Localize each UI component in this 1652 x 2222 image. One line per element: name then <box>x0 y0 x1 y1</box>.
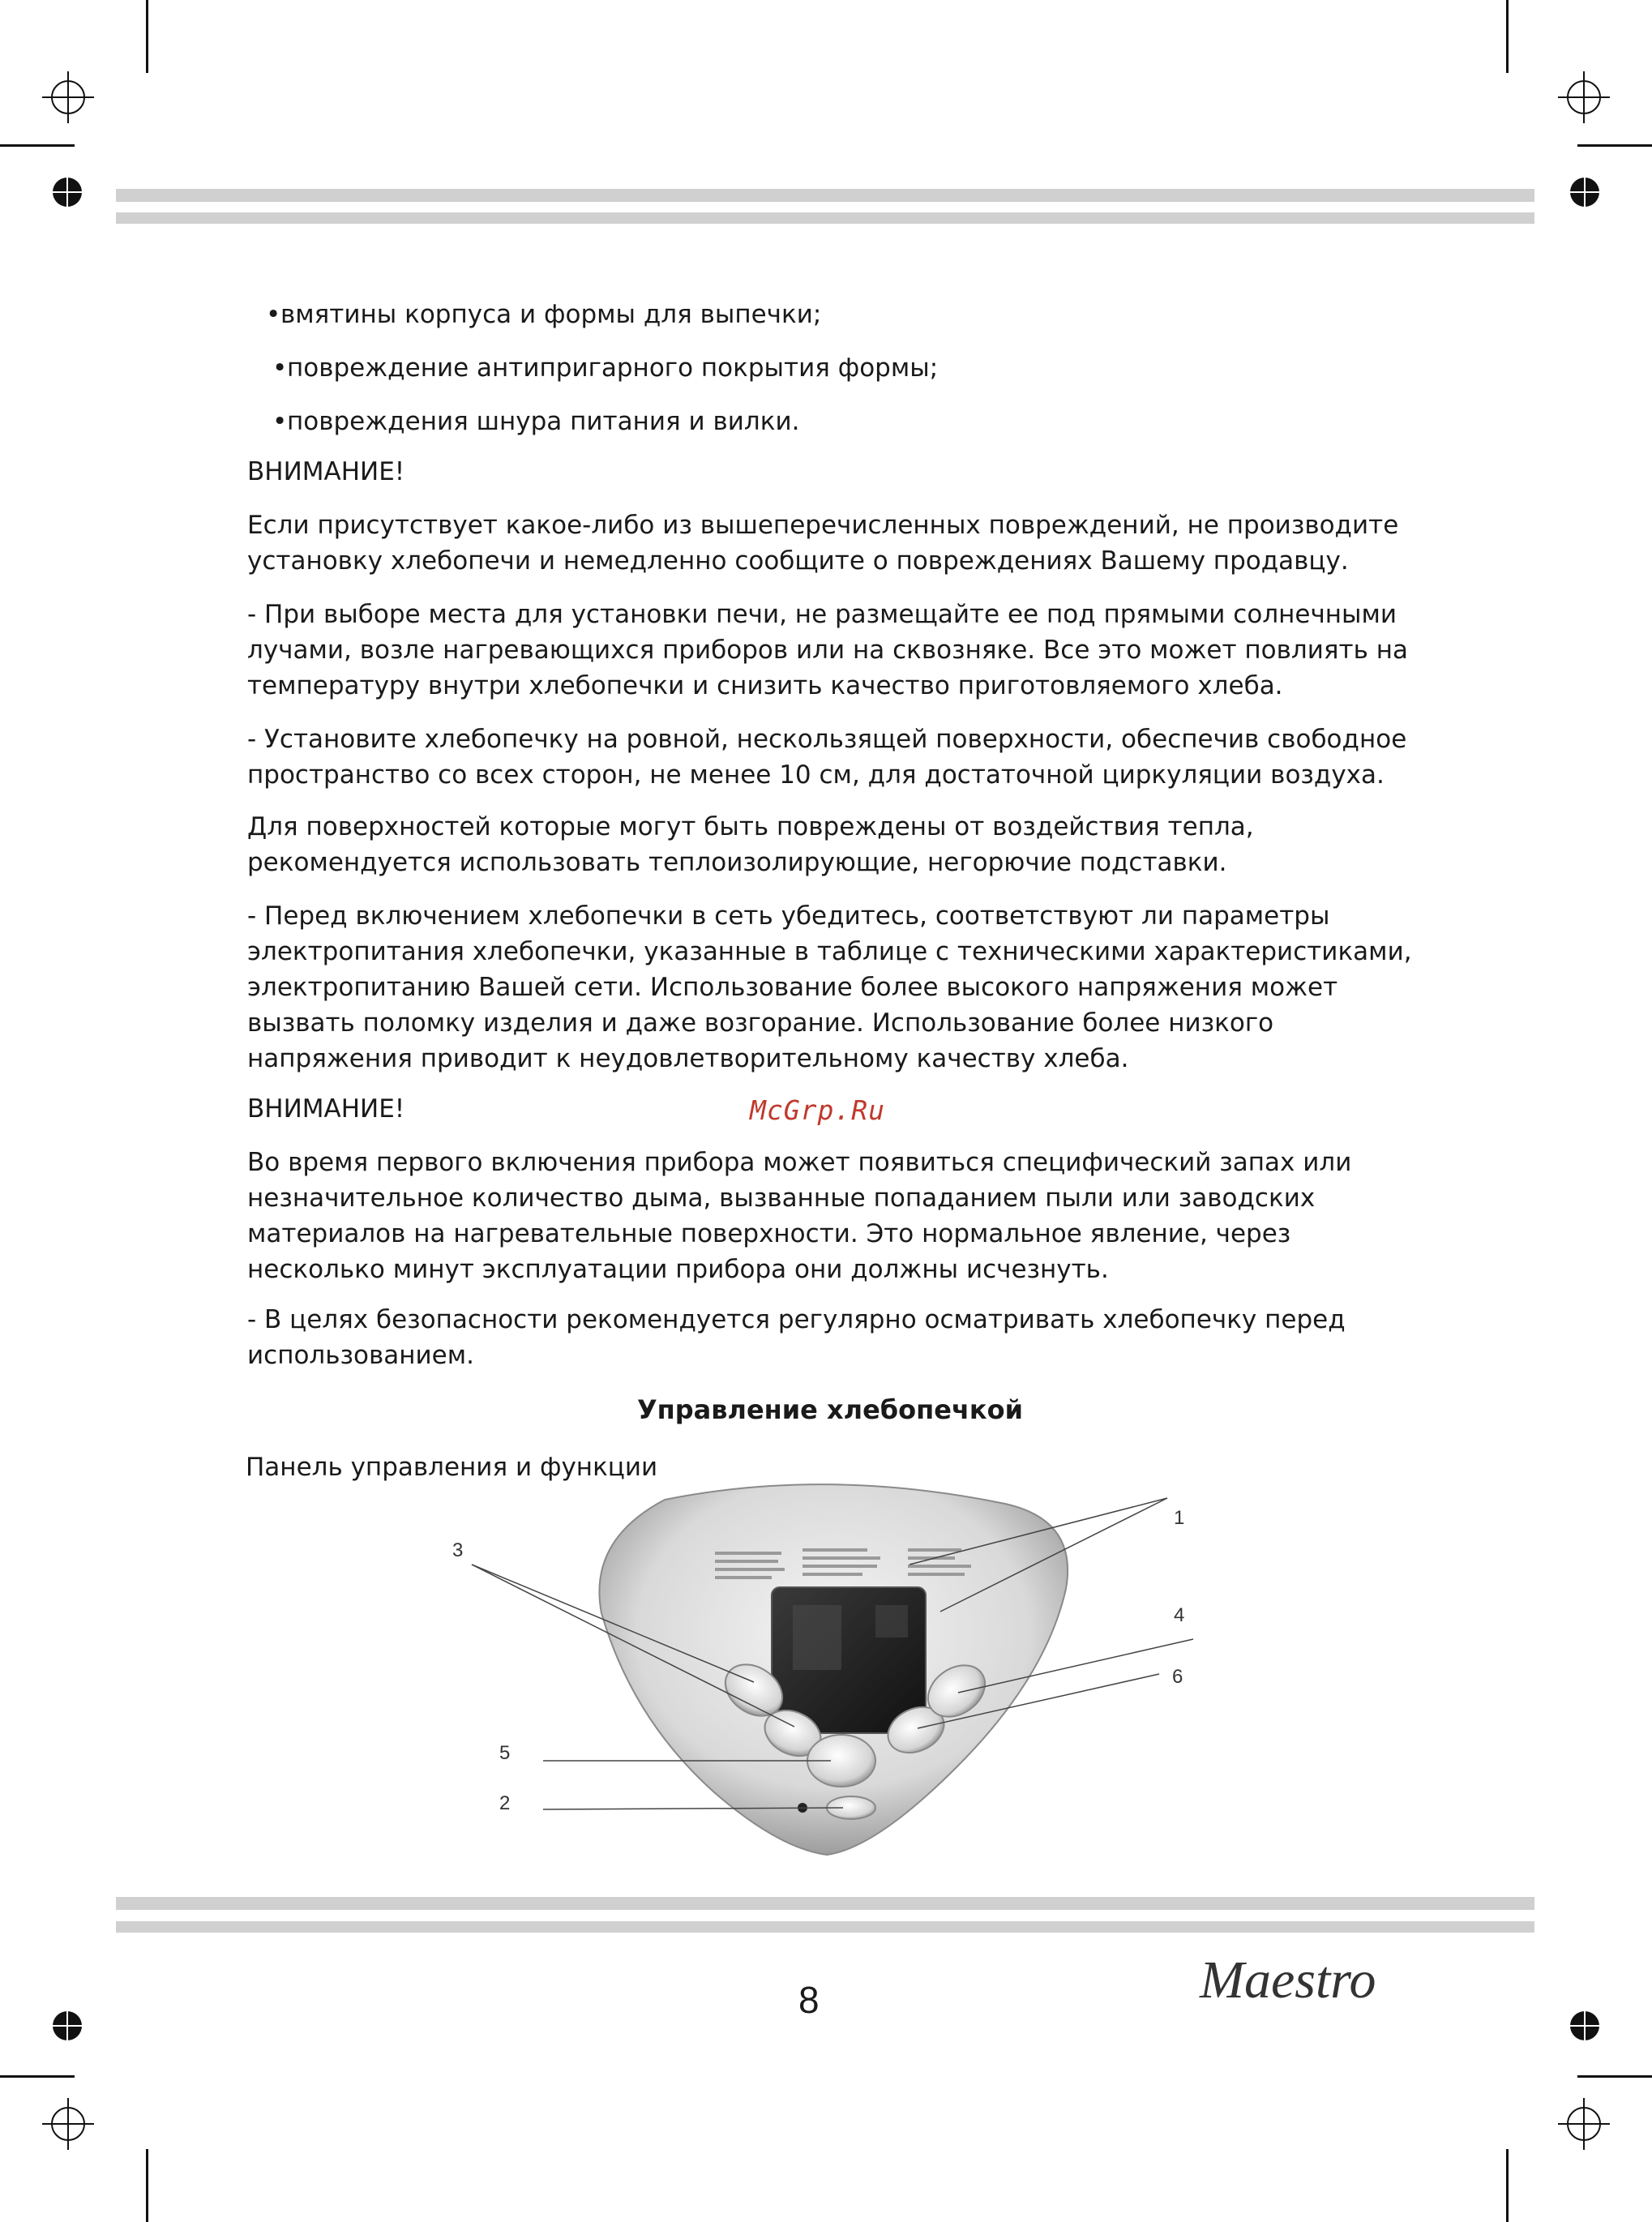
bullet-item <box>272 404 799 439</box>
attention-heading: ВНИМАНИЕ! <box>247 457 405 486</box>
watermark: McGrp.Ru <box>750 1094 885 1126</box>
registration-dot-icon <box>52 177 83 208</box>
callout-6: 6 <box>1172 1666 1183 1688</box>
callout-1: 1 <box>1174 1507 1185 1529</box>
registration-dot-icon <box>1569 177 1600 208</box>
registration-mark-icon <box>1558 2098 1610 2150</box>
callout-3: 3 <box>452 1539 464 1561</box>
header-band-top <box>116 189 1534 202</box>
footer-band-top <box>116 1897 1534 1910</box>
crop-mark-bottom-right-h <box>1577 2075 1652 2078</box>
crop-mark-top-right-h <box>1577 144 1652 147</box>
header-band-bottom <box>116 212 1534 224</box>
section-title: Управление хлебопечкой <box>636 1394 1024 1425</box>
paragraph-surface: - Установите хлебопечку на ровной, нескользящей поверхности, обеспечив свободное пространство со всех сторон, не менее 10 см, для достаточной циркуляции воздуха. <box>247 725 1407 790</box>
registration-mark-icon <box>1558 71 1610 123</box>
registration-dot-icon <box>1569 2010 1600 2041</box>
brand-logo: Maestro <box>1200 1950 1376 2010</box>
subsection-title: Панель управления и функции <box>246 1453 658 1482</box>
attention-heading: ВНИМАНИЕ! <box>247 1094 405 1124</box>
footer-band-bottom <box>116 1921 1534 1933</box>
crop-mark-top-left-h <box>0 144 75 147</box>
crop-mark-top-right <box>1506 0 1509 73</box>
bullet-icon: • <box>272 353 288 383</box>
paragraph-placement: - При выборе места для установки печи, не размещайте ее под прямыми солнечными лучами, возле нагревающихся приборов или на сквозняке. Все это может повлиять на температуру внутри хлебопечки и снизить качество приготовляемого хлеба. <box>247 600 1408 700</box>
paragraph-damage: Если присутствует какое-либо из вышеперечисленных повреждений, не производите установку хлебопечи и немедленно сообщите о повреждениях Вашему продавцу. <box>247 511 1399 576</box>
paragraph-power: - Перед включением хлебопечки в сеть убедитесь, соответствуют ли параметры электропитания хлебопечки, указанные в таблице с техническими характеристиками, электропитанию Вашей сети. Использование более высокого напряжения может вызвать поломку изделия и даже возгорание. Использование более низкого напряжения приводит к неудовлетворительному качеству хлеба. <box>247 901 1412 1073</box>
bullet-text: вмятины корпуса и формы для выпечки; <box>280 300 822 329</box>
page-number: 8 <box>798 1979 820 2021</box>
bullet-icon: • <box>272 407 288 436</box>
bullet-item <box>272 350 938 386</box>
bullet-item <box>266 297 821 332</box>
crop-mark-top-left <box>146 0 148 73</box>
crop-mark-bottom-left-h <box>0 2075 75 2078</box>
bullet-text: повреждения шнура питания и вилки. <box>287 407 800 436</box>
paragraph-heat-surface: Для поверхностей которые могут быть повреждены от воздействия тепла, рекомендуется использовать теплоизолирующие, негорючие подставки. <box>247 812 1254 877</box>
bullet-text: повреждение антипригарного покрытия формы; <box>287 353 939 383</box>
callout-2: 2 <box>499 1792 511 1814</box>
registration-mark-icon <box>42 2098 94 2150</box>
paragraph-first-use: Во время первого включения прибора может появиться специфический запах или незначительное количество дыма, вызванные попаданием пыли или заводских материалов на нагревательные поверхности. Это нормальное явление, через несколько минут эксплуатации прибора они должны исчезнуть. <box>247 1148 1352 1284</box>
paragraph-safety: - В целях безопасности рекомендуется регулярно осматривать хлебопечку перед использованием. <box>247 1305 1346 1370</box>
callout-4: 4 <box>1174 1604 1185 1626</box>
control-panel-diagram <box>422 1483 1232 1873</box>
crop-mark-bottom-left <box>146 2149 148 2222</box>
crop-mark-bottom-right <box>1506 2149 1509 2222</box>
bullet-icon: • <box>266 300 281 329</box>
registration-dot-icon <box>52 2010 83 2041</box>
registration-mark-icon <box>42 71 94 123</box>
callout-5: 5 <box>499 1742 511 1764</box>
